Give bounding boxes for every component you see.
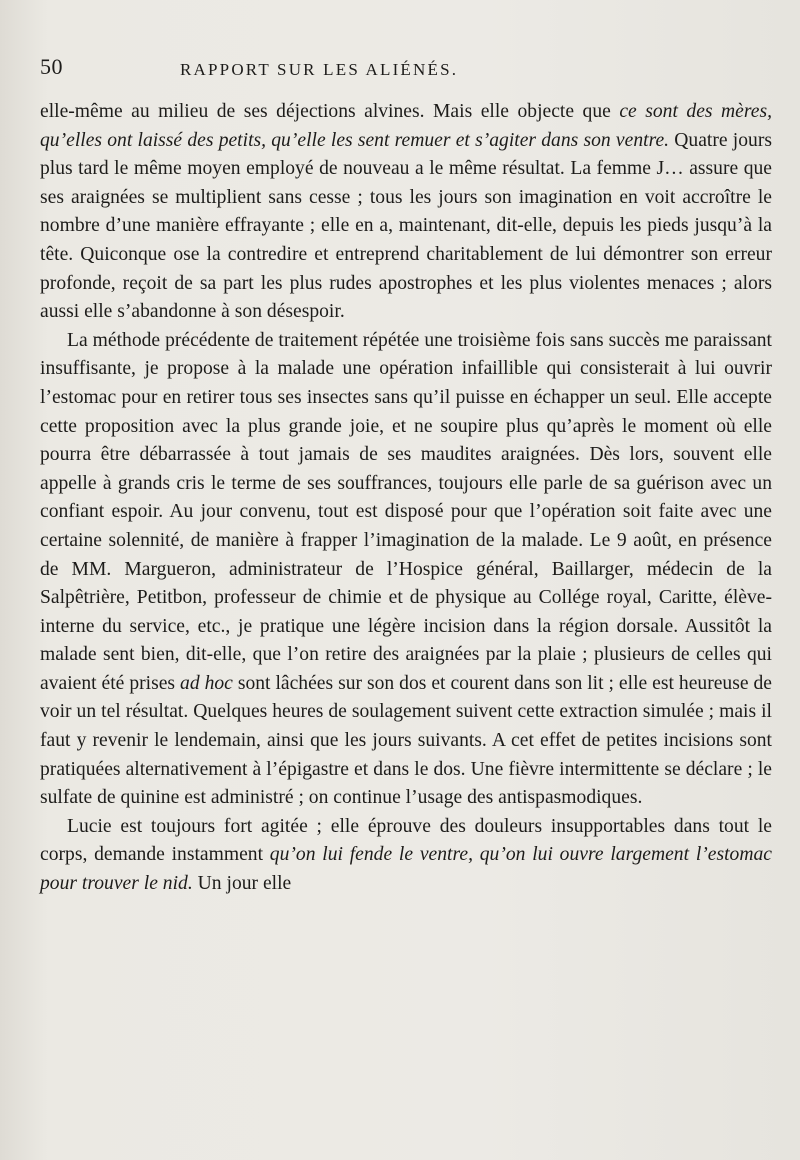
page-header (40, 54, 770, 84)
paragraph (40, 813, 772, 899)
body-text (40, 98, 772, 899)
text-run: sont lâchées sur son dos et courent dans son lit ; elle est heureuse de voir un tel résultat. Quelques heures de soulagement suivent cette extraction simulée ; mais il faut y revenir le lendemain, ainsi que les jours suivants. A cet effet de petites incisions sont pratiquées alternativement à l’épigastre et dans le dos. Une fièvre intermittente se déclare ; le sulfate de quinine est administré ; on continue l’usage des antispasmodiques. (40, 672, 772, 809)
paragraph (40, 327, 772, 813)
running-head: RAPPORT SUR LES ALIÉNÉS. (180, 60, 459, 79)
text-run: Lucie est toujours fort agitée ; elle éprouve des douleurs insupportables dans tout le corps, demande instamment (40, 815, 772, 866)
text-run: Un jour elle (192, 873, 292, 895)
italic-text: qu’on lui fende le ventre, qu’on lui ouvre largement l’estomac pour trouver le nid. (40, 844, 772, 895)
italic-text: ce sont des mères, qu’elles ont laissé des petits, qu’elle les sent remuer et s’agiter dans son ventre. (40, 101, 772, 151)
text-run: elle-même au milieu de ses déjections alvines. Mais elle objecte que (40, 101, 620, 122)
text-run: Quatre jours plus tard le même moyen employé de nouveau a le même résultat. La femme J… assure que ses araignées se multiplient sans cesse ; tous les jours son imagination en voit accroître le nombre d’une manière effrayante ; elle en a, maintenant, dit-elle, depuis les pieds jusqu’à la tête. Quiconque ose la contredire et entreprend charitablement de lui démontrer son erreur profonde, reçoit de sa part les plus rudes apostrophes et les plus violentes menaces ; alors aussi elle s’abandonne à son désespoir. (40, 129, 772, 323)
text-run: La méthode précédente de traitement répétée une troisième fois sans succès me paraissant insuffisante, je propose à la malade une opération infaillible qui consisterait à lui ouvrir l’estomac pour en retirer tous ses insectes sans qu’il puisse en échapper un seul. Elle accepte cette proposition avec la plus grande joie, et ne soupire plus qu’après le moment où elle pourra être débarrassée à tout jamais de ses maudites araignées. Dès lors, souvent elle appelle à grands cris le terme de ses souffrances, toujours elle parle de sa guérison avec un confiant espoir. Au jour convenu, tout est disposé pour que l’opération soit faite avec une certaine solennité, de manière à frapper l’imagination de la malade. Le 9 août, en présence de MM. Margueron, administrateur de l’Hospice général, Baillarger, médecin de la Salpêtrière, Petitbon, professeur de chimie et de physique au Collége royal, Caritte, élève-interne du service, etc., je pratique une légère incision dans la région dorsale. Aussitôt la malade sent bien, dit-elle, que l’on retire des araignées par la plaie ; plusieurs de celles qui avaient été prises (40, 329, 772, 694)
paragraph (40, 98, 772, 327)
page-number: 50 (40, 54, 63, 79)
italic-text: ad hoc (180, 672, 233, 694)
